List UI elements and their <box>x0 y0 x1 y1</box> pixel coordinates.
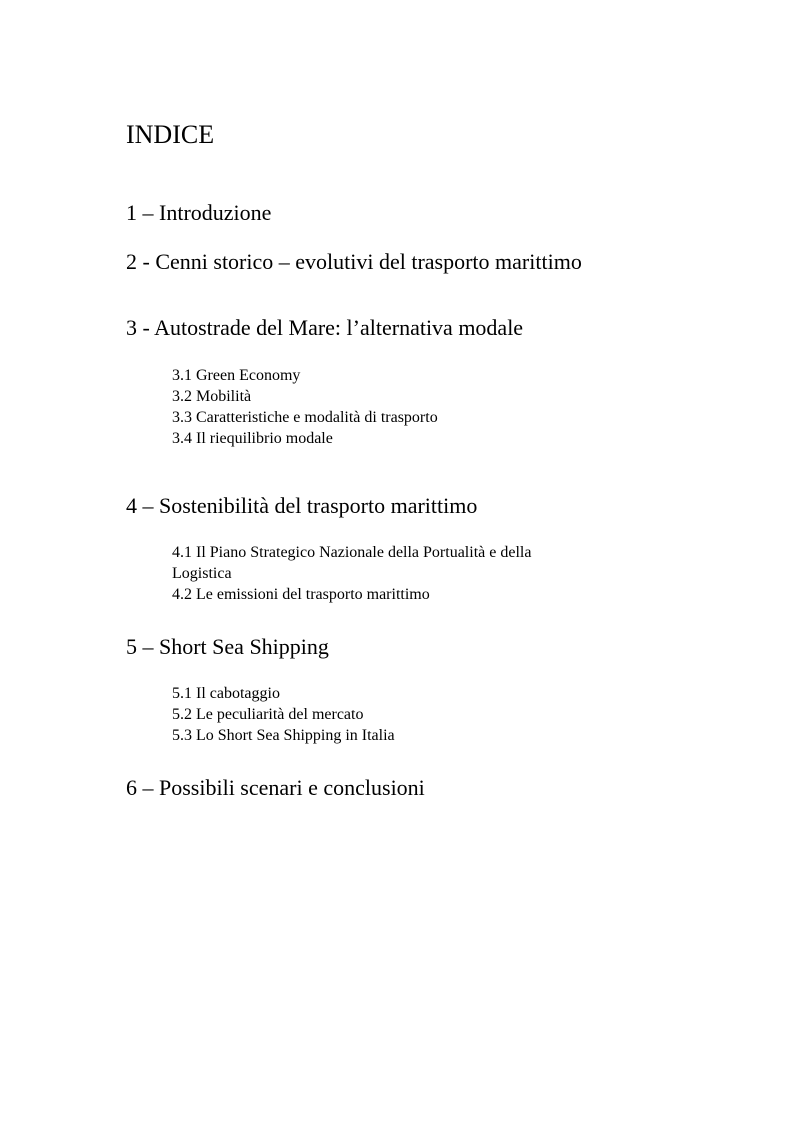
toc-section-4-1: 4.1 Il Piano Strategico Nazionale della Portualità e della <box>172 544 532 561</box>
toc-section-4-1-continued: Logistica <box>172 565 232 582</box>
toc-section-5-2: 5.2 Le peculiarità del mercato <box>172 706 364 723</box>
toc-section-3-1: 3.1 Green Economy <box>172 367 301 384</box>
toc-chapter-2: 2 - Cenni storico – evolutivi del trasporto marittimo <box>126 249 582 274</box>
toc-section-5-1: 5.1 Il cabotaggio <box>172 685 280 702</box>
toc-section-4-2: 4.2 Le emissioni del trasporto marittimo <box>172 586 430 603</box>
toc-chapter-3: 3 - Autostrade del Mare: l’alternativa modale <box>126 315 524 340</box>
toc-section-3-3: 3.3 Caratteristiche e modalità di trasporto <box>172 409 438 426</box>
toc-chapter-5: 5 – Short Sea Shipping <box>126 634 329 659</box>
page-title: INDICE <box>126 120 215 149</box>
toc-section-3-4: 3.4 Il riequilibrio modale <box>172 430 333 447</box>
toc-chapter-4: 4 – Sostenibilità del trasporto marittimo <box>126 493 478 518</box>
toc-chapter-6: 6 – Possibili scenari e conclusioni <box>126 775 425 800</box>
toc-section-3-2: 3.2 Mobilità <box>172 388 252 405</box>
toc-chapter-1: 1 – Introduzione <box>126 200 272 225</box>
toc-chapter-3-sections <box>172 365 632 449</box>
toc-section-5-3: 5.3 Lo Short Sea Shipping in Italia <box>172 727 395 744</box>
toc-chapter-4-sections <box>172 542 632 605</box>
toc-chapter-5-sections <box>172 683 632 746</box>
